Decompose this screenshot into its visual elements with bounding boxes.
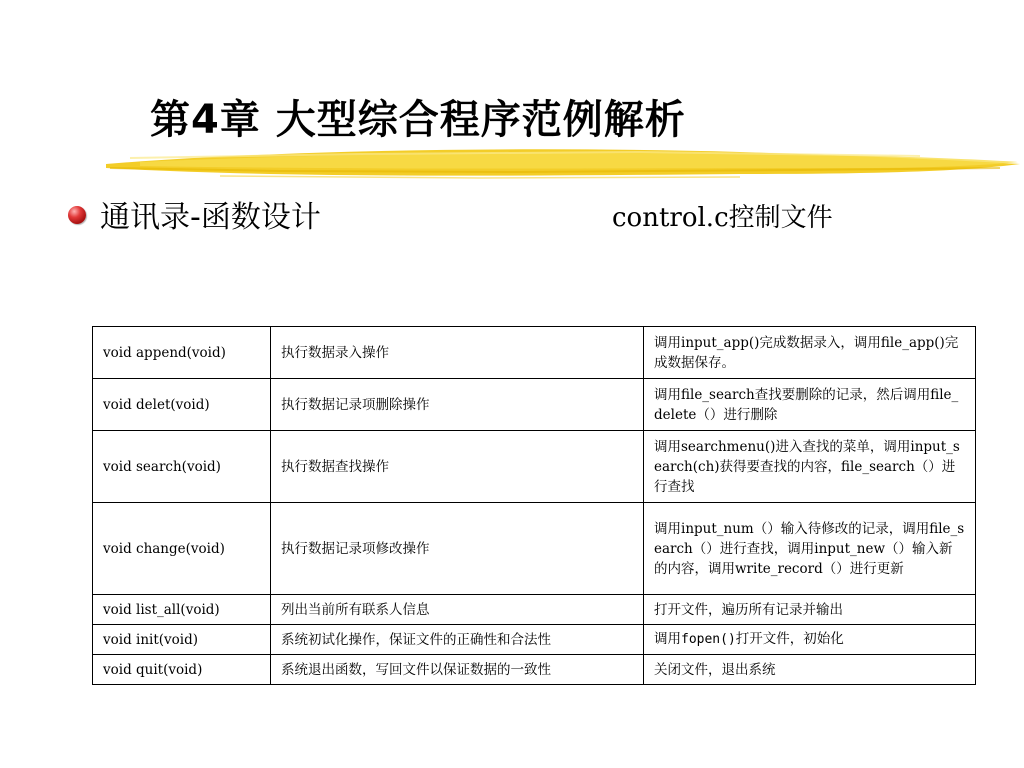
implementation-cell: 调用input_app()完成数据录入，调用file_app()完成数据保存。 <box>644 327 976 379</box>
function-cell: void search(void) <box>93 431 271 503</box>
function-cell: void append(void) <box>93 327 271 379</box>
implementation-cell: 关闭文件，退出系统 <box>644 655 976 685</box>
table-row <box>93 327 976 379</box>
implementation-cell: 调用file_search查找要删除的记录，然后调用file_delete（）进行删除 <box>644 379 976 431</box>
purpose-cell: 执行数据记录项删除操作 <box>271 379 644 431</box>
table-row <box>93 595 976 625</box>
function-cell: void quit(void) <box>93 655 271 685</box>
yellow-brush-stroke <box>100 138 1024 188</box>
function-cell: void list_all(void) <box>93 595 271 625</box>
implementation-cell <box>644 625 976 655</box>
implementation-suffix: 打开文件，初始化 <box>735 631 844 647</box>
implementation-cell: 打开文件，遍历所有记录并输出 <box>644 595 976 625</box>
purpose-cell: 系统退出函数，写回文件以保证数据的一致性 <box>271 655 644 685</box>
purpose-cell: 列出当前所有联系人信息 <box>271 595 644 625</box>
file-label: control.c控制文件 <box>612 203 833 233</box>
table-row <box>93 625 976 655</box>
table-row <box>93 379 976 431</box>
implementation-cell: 调用input_num（）输入待修改的记录，调用file_search（）进行查找，调用input_new（）输入新的内容，调用write_record（）进行更新 <box>644 503 976 595</box>
purpose-cell: 系统初试化操作，保证文件的正确性和合法性 <box>271 625 644 655</box>
purpose-cell: 执行数据记录项修改操作 <box>271 503 644 595</box>
table-row <box>93 503 976 595</box>
table-row <box>93 655 976 685</box>
bullet-icon <box>68 206 86 224</box>
purpose-cell: 执行数据查找操作 <box>271 431 644 503</box>
purpose-cell: 执行数据录入操作 <box>271 327 644 379</box>
implementation-code: fopen() <box>681 632 736 647</box>
slide-title: 第4章 大型综合程序范例解析 <box>150 97 686 143</box>
function-cell: void init(void) <box>93 625 271 655</box>
function-cell: void delet(void) <box>93 379 271 431</box>
function-cell: void change(void) <box>93 503 271 595</box>
function-table <box>92 326 976 685</box>
implementation-cell: 调用searchmenu()进入查找的菜单，调用input_search(ch)获得要查找的内容，file_search（）进行查找 <box>644 431 976 503</box>
table-row <box>93 431 976 503</box>
section-heading: 通讯录-函数设计 <box>100 200 321 235</box>
implementation-prefix: 调用 <box>654 631 681 647</box>
